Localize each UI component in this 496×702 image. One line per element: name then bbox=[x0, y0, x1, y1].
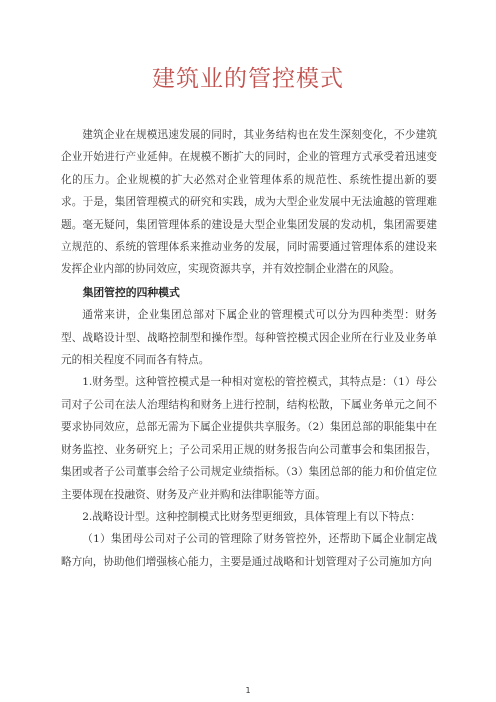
document-title: 建筑业的管控模式 bbox=[152, 66, 344, 92]
intro-paragraph: 建筑企业在规模迅速发展的同时，其业务结构也在发生深刻变化，不少建筑企业开始进行产业延伸。在规模不断扩大的同时，企业的管理方式承受着迅速变化的压力。企业规模的扩大必然对企业管理体系的规范性、系统性提出新的要求。于是，集团管理模式的研究和实践，成为大型企业发展中无法逾越的管理难题。毫无疑问，集团管理体系的建设是大型企业集团发展的发动机，集团需要建立规范的、系统的管理体系来推动业务的发展，同时需要通过管理体系的建设来发挥企业内部的协同效应，实现资源共享，并有效控制企业潜在的风险。 bbox=[61, 129, 437, 276]
section-paragraph-overview: 通常来讲，企业集团总部对下属企业的管理模式可以分为四种类型：财务型、战略设计型、战略控制型和操作型。每种管控模式因企业所在行业及业务单元的相关程度不同而各有特点。 bbox=[61, 309, 437, 367]
section-paragraph-strategic-design: 2.战略设计型。这种控制模式比财务型更细致，具体管理上有以下特点： bbox=[82, 510, 421, 523]
page-number: 1 bbox=[245, 686, 251, 695]
section-paragraph-financial: 1.财务型。这种管控模式是一种相对宽松的管控模式，其特点是：（1）母公司对子公司在法人治理结构和财务上进行控制，结构松散，下属业务单元之间不要求协同效应，总部无需为下属企业提供共享服务。（2）集团总部的职能集中在财务监控、业务研究上；子公司采用正规的财务报告向公司董事会和集团报告，集团或者子公司董事会给子公司规定业绩指标。（3）集团总部的能力和价值定位主要体现在投融资、财务及产业并购和法律职能等方面。 bbox=[61, 376, 437, 501]
document-body bbox=[61, 124, 437, 573]
section-heading: 集团管控的四种模式 bbox=[82, 285, 180, 299]
section-paragraph-strategic-design-detail: （1）集团母公司对子公司的管理除了财务管控外，还帮助下属企业制定战略方向，协助他们增强核心能力，主要是通过战略和计划管理对子公司施加方向 bbox=[61, 533, 437, 568]
